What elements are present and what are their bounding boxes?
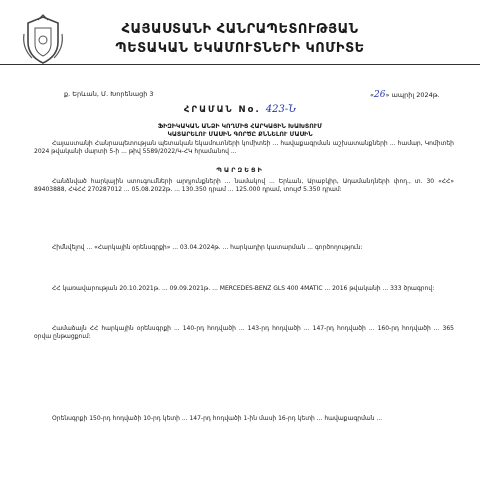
date-day-handwritten: 26 xyxy=(373,90,386,100)
order-date xyxy=(370,90,440,100)
header-divider xyxy=(0,64,480,65)
order-label: ՀՐԱՄԱՆ No. xyxy=(183,105,261,115)
order-title-line-1: ՖԻԶԻԿԱԿԱՆ ԱՆՁԻ ԿՈՂՄԻՑ ՀԱՐԿԱՅԻՆ ԽԱԽՏՈՒՄ xyxy=(157,123,323,130)
address-line: ք. Երևան, Մ. Խորենացի 3 xyxy=(64,90,154,98)
header-line-1: ՀԱՅԱՍՏԱՆԻ ՀԱՆՐԱՊԵՏՈՒԹՅԱՆ xyxy=(121,22,359,37)
date-prefix: « xyxy=(370,91,374,99)
body-paragraph: Հանձնված հարկային ստուգումների արդյունքների ... նամակով ... Երևան, Արաբկիր, Ադամանդների փող., տ. 30 «ՀՀ» 89403888, ՀՎՀՀ 270287012 ... 05.08.2022թ. ... 130.350 դրամ ... 125.000 դրամ, տույժ 5.350 դրամ: xyxy=(34,178,454,194)
header-line-2: ՊԵՏԱԿԱՆ ԵԿԱՄՈՒՏՆԵՐԻ ԿՈՄԻՏԵ xyxy=(115,41,365,56)
section-heading: ՊԱՐԶԵՑԻ xyxy=(216,166,264,174)
date-suffix: » ապրիլ 2024թ. xyxy=(385,91,440,99)
body-paragraph: Օրենսգրքի 150-րդ հոդվածի 10-րդ կետի ... 147-րդ հոդվածի 1-ին մասի 16-րդ կետի ... հավաքագրման ... xyxy=(52,415,383,422)
intro-paragraph: Հայաստանի Հանրապետության պետական եկամուտների կոմիտեի ... հավաքագրման աշխատանքների ... համար, Կոմիտեի 2024 թվականի մարտի 5-ի ... թիվ 5589/2022/Կ-ՀԿ հրամանով ... xyxy=(34,140,454,156)
body-paragraph: Հիմնվելով ... «Հարկային օրենսգրքի» ... 03.04.2024թ. ... հարկադիր կատարման ... գործողություն: xyxy=(52,244,363,251)
body-paragraph: Համաձայն ՀՀ հարկային օրենսգրքի ... 140-րդ հոդվածի ... 143-րդ հոդվածի ... 147-րդ հոդվածի ... 160-րդ հոդվածի ... 365 օրվա ընթացքում: xyxy=(34,325,454,341)
order-number-handwritten: 423-Ն xyxy=(265,104,297,115)
body-paragraph: ՀՀ կառավարության 20.10.2021թ. ... 09.09.2021թ. ... MERCEDES-BENZ GLS 400 4MATIC ... 2016 թվականի ... 333 ծրագրով: xyxy=(52,285,435,292)
order-title-line-2: ԿԱՏԱՐԵԼՈՒ ՄԱՍԻՆ ԳՈՐԾԸ ՔՆՆԵԼՈՒ ՄԱՍԻՆ xyxy=(167,131,313,138)
order-heading xyxy=(0,104,480,115)
